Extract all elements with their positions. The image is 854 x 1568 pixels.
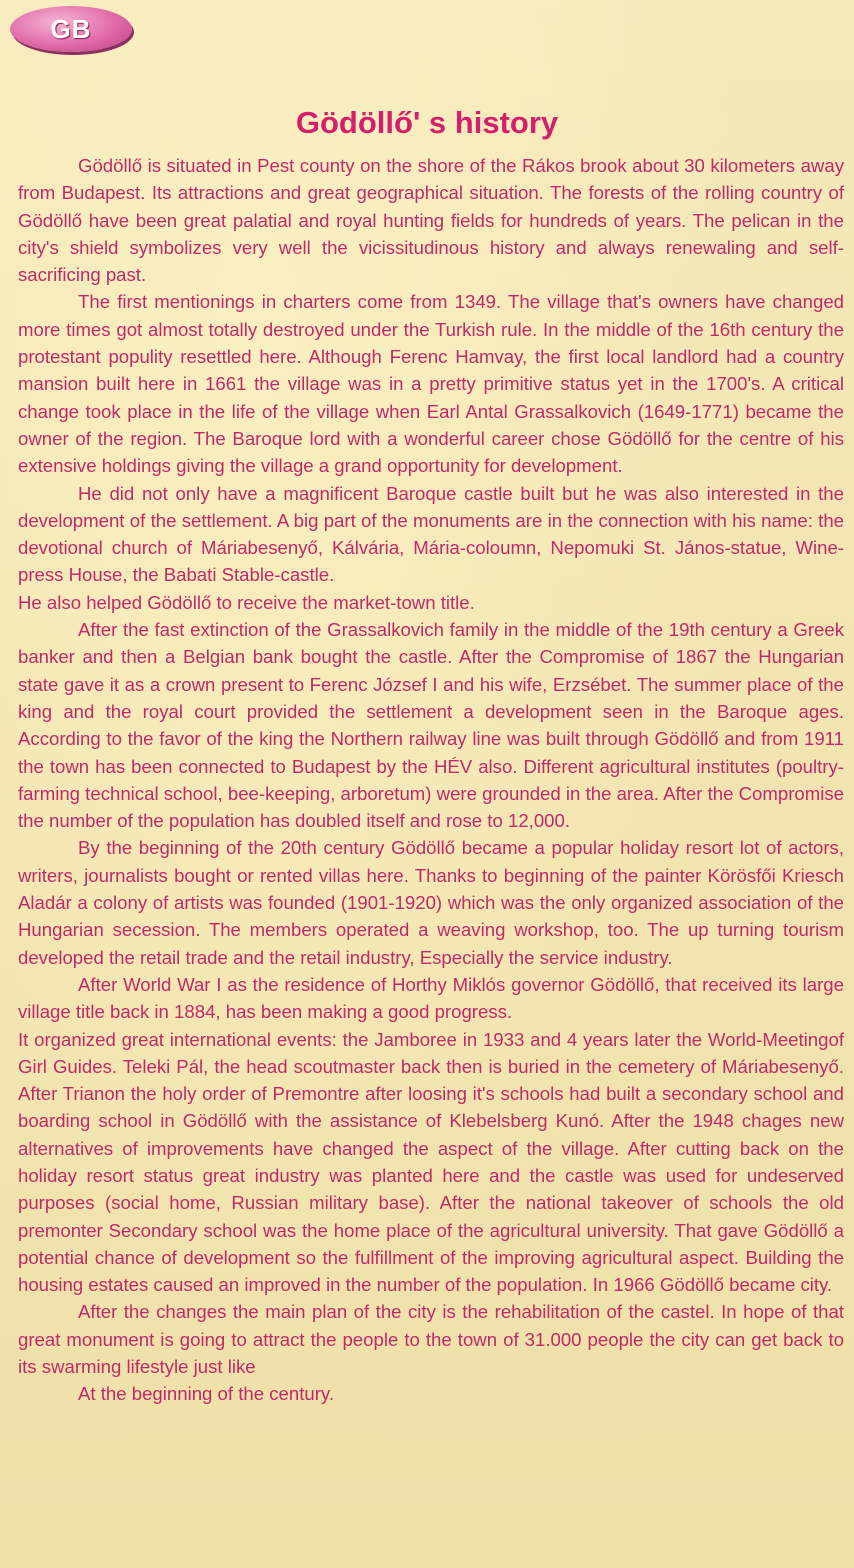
paragraph-1: Gödöllő is situated in Pest county on the shore of the Rákos brook about 30 kilometers away from Budapest. Its attractions and great geographical situation. The forests of the rolling country of Gödöllő have been great palatial and royal hunting fields for hundreds of years. The pelican in the city's shield symbolizes very well the vicissitudinous history and always renewaling and self-sacrificing past. [18,155,844,286]
paragraph-10: At the beginning of the century. [78,1383,335,1405]
history-text [18,152,844,1408]
paragraph-8: It organized great international events: the Jamboree in 1933 and 4 years later the World-Meetingof Girl Guides. Teleki Pál, the head scoutmaster back then is buried in the cemetery of Máriabesenyő. After Trianon the holy order of Premontre after loosing it's schools had built a secondary school and boarding school in Gödöllő with the assistance of Klebelsberg Kunó. After the 1948 chages new alternatives of improvements have changed the aspect of the village. After cutting back on the holiday resort status great industry was planted here and the castle was used for undeserved purposes (social home, Russian military base). After the national takeover of schools the old premonter Secondary school was the home place of the agricultural university. That gave Gödöllő a potential chance of development so the fulfillment of the improving agricultural aspect. Building the housing estates caused an improved in the number of the population. In 1966 Gödöllő became city. [18,1028,844,1296]
language-badge [10,6,132,52]
paragraph-4: He also helped Gödöllő to receive the market-town title. [18,591,475,613]
paragraph-3: He did not only have a magnificent Baroque castle built but he was also interested in the development of the settlement. A big part of the monuments are in the connection with his name: the devotional church of Máriabesenyő, Kálvária, Mária-coloumn, Nepomuki St. János-statue, Wine-press House, the Babati Stable-castle. [18,482,844,586]
paragraph-2: The first mentionings in charters come from 1349. The village that's owners have changed more times got almost totally destroyed under the Turkish rule. In the middle of the 16th century the protestant populity resettled here. Although Ferenc Hamvay, the first local landlord had a country mansion built here in 1661 the village was in a pretty primitive status yet in the 1700's. A critical change took place in the life of the village when Earl Antal Grassalkovich (1649-1771) became the owner of the region. The Baroque lord with a wonderful career chose Gödöllő for the centre of his extensive holdings giving the village a grand opportunity for development. [18,291,844,477]
paragraph-5: After the fast extinction of the Grassalkovich family in the middle of the 19th century a Greek banker and then a Belgian bank bought the castle. After the Compromise of 1867 the Hungarian state gave it as a crown present to Ferenc József I and his wife, Erzsébet. The summer place of the king and the royal court provided the settlement a development seen in the Baroque ages. According to the favor of the king the Northern railway line was built through Gödöllő and from 1911 the town has been connected to Budapest by the HÉV also. Different agricultural institutes (poultry-farming technical school, bee-keeping, arboretum) were grounded in the area. After the Compromise the number of the population has doubled itself and rose to 12,000. [18,619,844,832]
paragraph-6: By the beginning of the 20th century Gödöllő became a popular holiday resort lot of actors, writers, journalists bought or rented villas here. Thanks to beginning of the painter Körösfői Kriesch Aladár a colony of artists was founded (1901-1920) which was the only organized association of the Hungarian secession. The members operated a weaving workshop, too. The up turning tourism developed the retail trade and the retail industry, Especially the service industry. [18,837,844,968]
page-title: Gödöllő' s history [295,104,559,140]
paragraph-9: After the changes the main plan of the city is the rehabilitation of the castel. In hope of that great monument is going to attract the people to the town of 31.000 people the city can get back to its swarming lifestyle just like [18,1301,844,1378]
paragraph-7: After World War I as the residence of Horthy Miklós governor Gödöllő, that received its large village title back in 1884, has been making a good progress. [18,973,844,1023]
language-badge-label: GB [50,14,92,44]
